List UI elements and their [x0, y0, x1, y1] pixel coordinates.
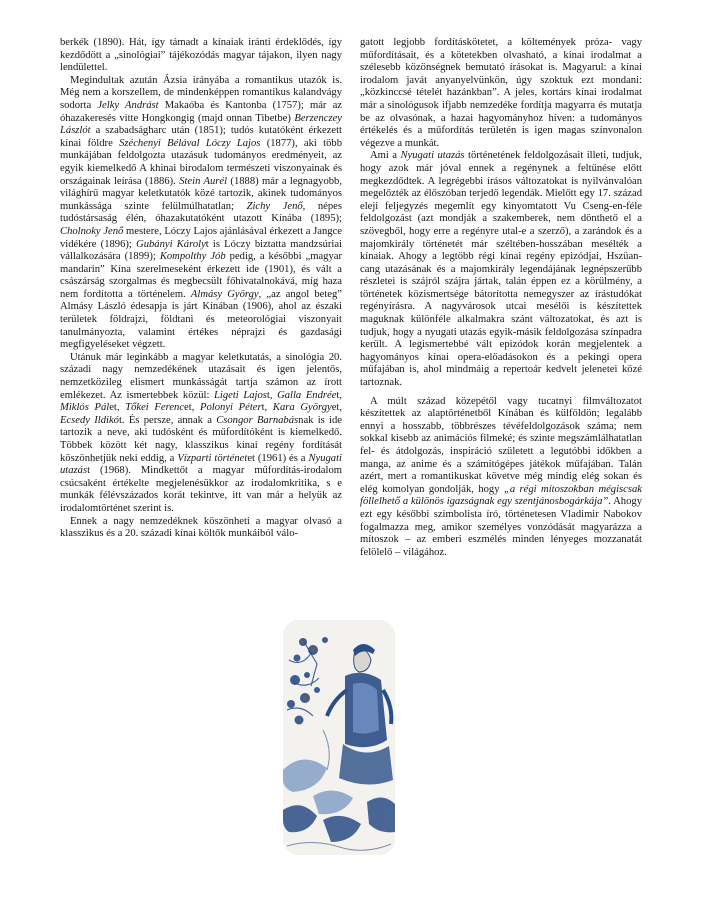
italic-name: „a régi mítoszokban mégiscsak föllelhető a különös igazságnak egy szentjánosbogárkája” [360, 483, 642, 508]
paragraph-adaptations: A múlt század közepétől vagy tucatnyi filmváltozatot készítettek az alaptörténetből Kínában és külföldön; legalább ennyi a hosszabb, többrészes tévéfeldolgozások száma; nem sokkal kisebb az animációs filmeké; és szinte megszámlálhatatlan fel- és átdolgozás, inspiráció született a legutóbbi időkben a manga, az anime és a számítógépes játékok műfajában. Talán azért, mert a romantikuskat követve még mindig elég sokan és elég komolyan gondolják, hogy „a régi mítoszokban mégiscsak föllelhető a különös igazságnak egy szentjánosbogárkája”. Ahogy ezt egy későbbi szimbolista író, történetesen Vladimir Nabokov fogalmazza meg, amikor személyes vonzódását magyarázza a mítoszok – az emberi eszmélés minden lényeges mozzanatát felölelő – világához. [360, 395, 642, 558]
left-text-column [60, 37, 342, 541]
porcelain-illustration [283, 620, 395, 855]
italic-name: Ecsedy Ildikó [60, 414, 119, 426]
paragraph-sinologists: Utánuk már leginkább a magyar keletkutatás, a sinológia 20. századi nagy nemzedékének utazásait és igen jelentős, nemzetközileg elismert munkásságát tartja számon az írott emlékezet. Az ismertebbek közül: Ligeti Lajost, Galla Endréet, Miklós Pálet, Tőkei Ferencet, Polonyi Pétert, Kara Györgyet, Ecsedy Ildikót. És persze, annak a Csongor Barnabásnak is ide tartozik a neve, aki tudósként és műfordítóként is kiemelkedő. Többek között két nagy, klasszikus kínai regény fordítását köszönhetjük neki eddig, a Vízparti történetet (1961) és a Nyugati utazást (1968). Mindkettőt a magyar műfordítás-irodalom csúcsaként értékelte megjelenésükkor az irodalomkritika, s e munkák félévszázados korát tekintve, itt van már a helyük az irodalomtörténet szerint is. [60, 351, 343, 514]
italic-name: Csongor Barnabás [216, 414, 299, 426]
italic-name: Ligeti Lajos [214, 389, 267, 401]
italic-name: Nyugati utazás [60, 452, 342, 477]
paragraph-generation: Ennek a nagy nemzedéknek köszönheti a magyar olvasó a klasszikus és a 20. századi kínai költők munkáiból válo- [60, 515, 342, 540]
italic-name: Nyugati utazás [400, 150, 465, 162]
italic-name: Almásy György [190, 288, 259, 300]
italic-name: Galla Endrée [277, 389, 337, 401]
italic-name: Vízparti történet [177, 452, 248, 464]
italic-name: Kompolthy Jób [159, 251, 226, 263]
italic-name: Kara György [272, 402, 332, 414]
italic-name: Miklós Pál [60, 402, 110, 414]
paragraph-travellers: Megindultak azután Ázsia irányába a romantikus utazók is. Még nem a korszellem, de mindenképpen romantikus kalandvágy sodorta Jelky Andrást Makaóba és Kantonba (1757); már az óhazakeresés vitte Hongkongig (majd onnan Tibetbe) Berzenczey Lászlót a szabadságharc után (1851); tudós kutatóként érkezett kínai földre Széchenyi Bélával Lóczy Lajos (1877), aki több munkájában feldolgozta utazásuk tudományos eredményeit, az egyik kiemelkedő A khinai birodalom természeti viszonyainak és országainak leírása (1886). Stein Aurél (1888) már a legnagyobb, világhírű magyar keletkutatók közé tartozik, akinek tudományos munkássága szinte felülmúlhatatlan; Zichy Jenő, népes tudóstársaság élén, óhazakutatóként utazott Kínába (1895); Cholnoky Jenő mestere, Lóczy Lajos ajánlásával érkezett a Jangce vidékére (1896); Gubányi Károlyt is Lóczy biztatta mandzsúriai vállalkozására (1899); Kompolthy Jób pedig, a későbbi „magyar mandarin” Kína szerelmeseként érkezett ide (1901), és vált a császárság szorgalmas és megbecsült főhivatalnokává, míg haza nem fordította a történelem. Almásy György, „az angol beteg” Almásy László édesapja is járt Kínában (1906), ahol az északi területek földrajzi, földtani és meteorológiai viszonyait tanulmányozta, valamint értékes néprajzi és gazdasági megfigyeléseket végzett. [60, 74, 343, 351]
italic-name: Zichy Jenő [246, 200, 303, 212]
italic-name: Cholnoky Jenő [60, 225, 124, 237]
paragraph-journey-west: Ami a Nyugati utazás történetének feldolgozásait illeti, tudjuk, hogy azok már jóval ennek a regénynek a feltűnése előtt megkezdődtek. A legrégebbi írásos változatokat is nyilvánvalóan megelőzték az élőszóban terjedő legendák. Mielőtt egy 17. század eleji feljegyzés megemlít egy kinyomtatott Vu Cseng-en-féle feldolgozást (azt mondják a szakemberek, nem dönthető el a szövegből, hogy erre a regényre utal-e a szerző), a zarándok és a majomkirály történetét már széltében-hosszában mesélték a kínaiak. Ahogy a legtöbb régi kínai regény epizódjai, Hszüan-cang utazásának és a majomkirály legendájának legnépszerűbb részletei is szájról szájra jártak, talán éppen ez a körülmény, a történetek közismertsége bátorította nemegyszer az írástudókat regényírásra. A nagyvárosok utcai mesélői is készítettek maguknak különféle alkalmakra szánt változatokat, és azt is tudjuk, hogy a nyugati utazás egyik-másik feldolgozása színpadra került. A legismertebbé vált epizódok korán megjelentek a hagyományos kínai opera-előadásokon és a pekingi opera műfajában is, ahol mindmáig a repertoár kedvelt jelenetei közé tartoznak. [360, 150, 642, 389]
italic-name: Tőkei Ferenc [125, 402, 185, 414]
italic-name: Széchenyi Bélával Lóczy Lajos [119, 137, 261, 149]
italic-name: Stein Aurél [179, 175, 228, 187]
italic-name: Gubányi Károly [136, 238, 206, 250]
paragraph-continued: berkék (1890). Hát, így támadt a kínaiak iránti érdeklődés, így kezdődött a „sinológiai” tájékozódás magyar tájakon, ilyen nagy lendülettel. [60, 37, 342, 74]
italic-name: Berzenczey Lászlót [60, 112, 342, 137]
italic-name: Polonyi Péter [200, 402, 262, 414]
paragraph-translations: gatott legjobb fordításkötetet, a költemények próza- vagy műfordításait, és a kötetekben olvasható, a kínai irodalmat a szélesebb közönségnek bemutató írásokat is. Magyarul: a kínai irodalom javát anyanyelvünkön, úgy szoktuk ezt mondani: „közkinccsé tételét hazánkban”. A jeles, kortárs kínai irodalmat már a sinológusok ifjabb nemzedéke fordítja magyarra és mutatja be az olvasónak, a hazai hagyományhoz híven: a tudományos értékelés és a műfordítás területén is igen magas színvonalon végezve a munkát. [360, 37, 642, 149]
italic-name: Jelky Andrást [97, 99, 159, 111]
porcelain-painting [283, 620, 395, 855]
right-text-column [360, 37, 642, 559]
